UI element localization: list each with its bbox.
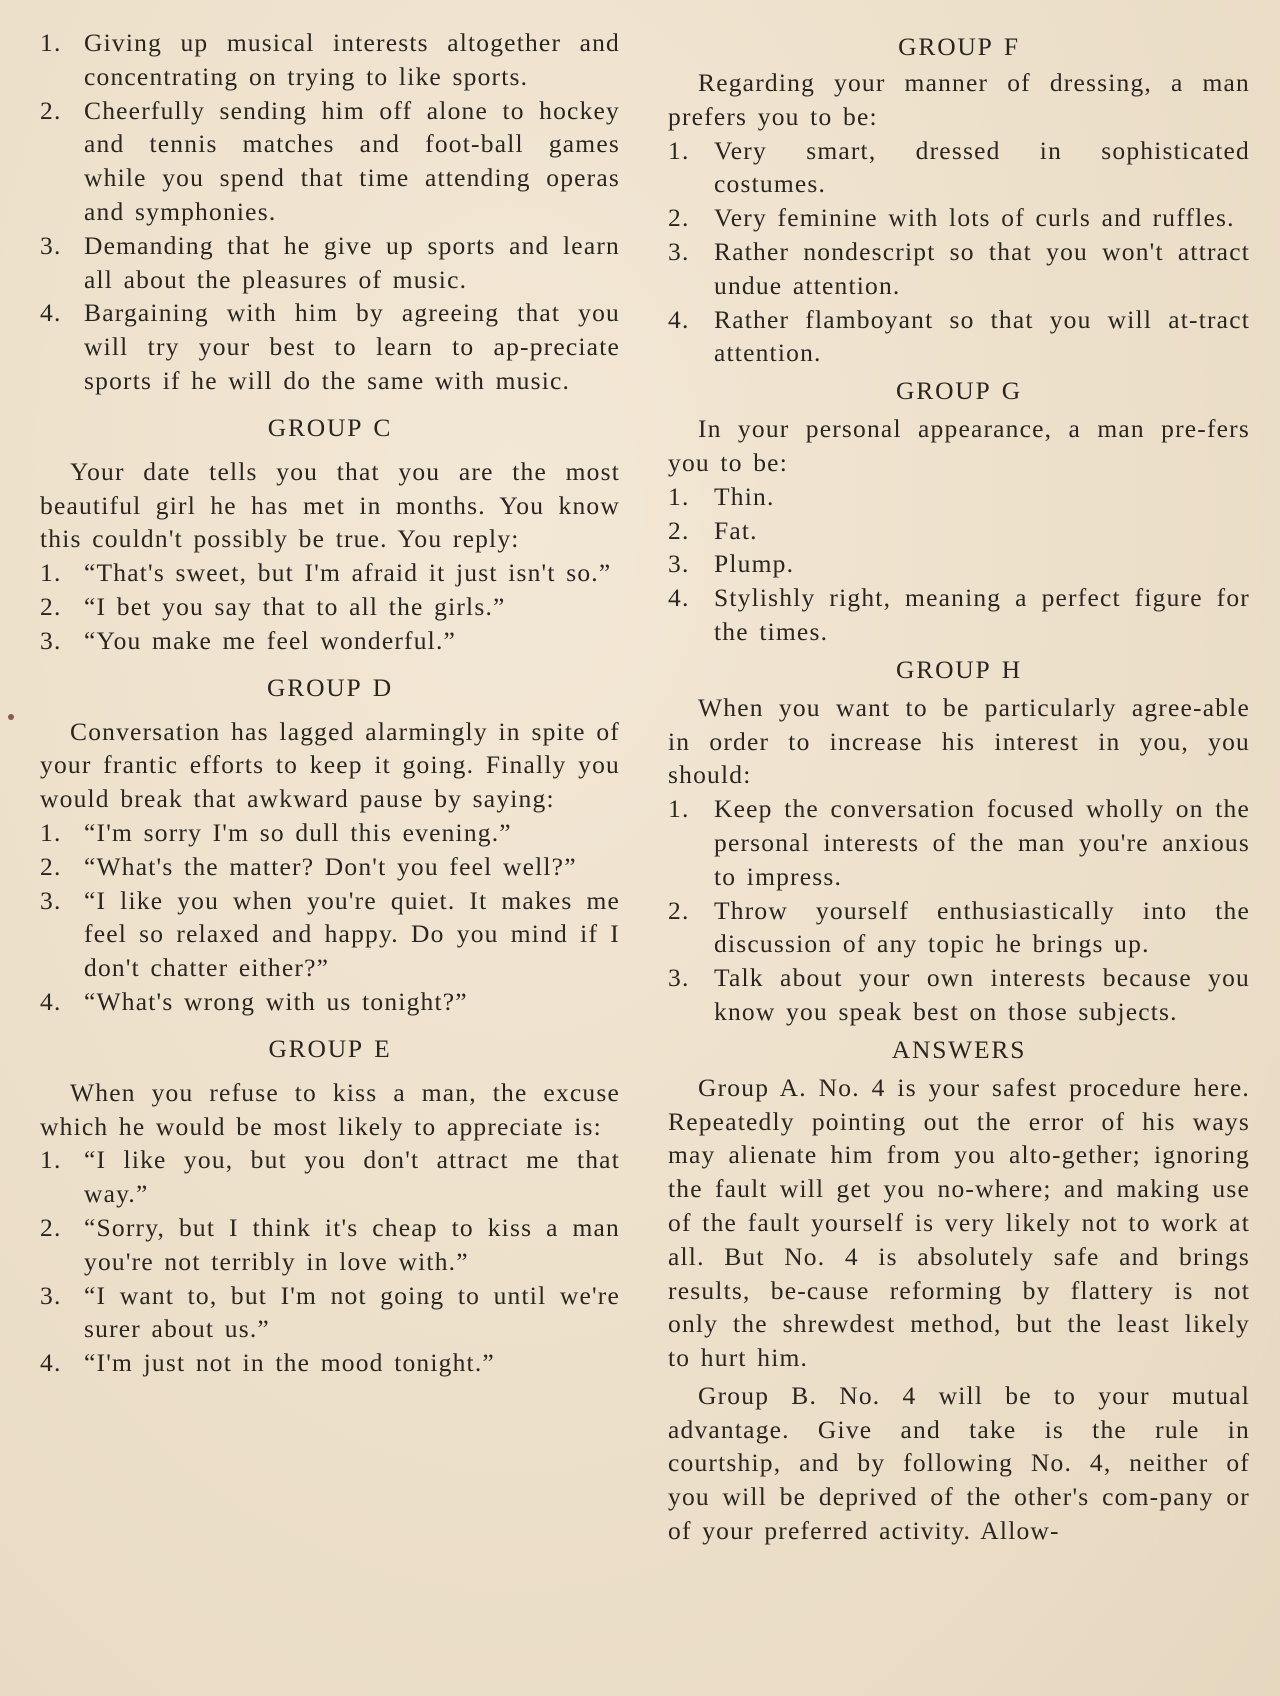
group-g-heading: GROUP G bbox=[896, 376, 1022, 406]
group-g-option-1 bbox=[668, 480, 1250, 514]
option-text: “I'm sorry I'm so dull this evening.” bbox=[84, 817, 512, 847]
group-e-heading: GROUP E bbox=[268, 1033, 392, 1063]
group-b-option-4 bbox=[40, 296, 620, 397]
group-b-option-3 bbox=[40, 229, 620, 297]
option-number: 4. bbox=[668, 304, 690, 334]
group-b-options bbox=[40, 26, 620, 398]
option-text: Giving up musical interests altogether and concentrating on trying to like sports. bbox=[84, 28, 620, 91]
option-number: 3. bbox=[668, 549, 690, 579]
option-text: Very feminine with lots of curls and ruffles. bbox=[714, 203, 1235, 233]
group-h-question: When you want to be particularly agree-able in order to increase his interest in you, you should: bbox=[668, 692, 1250, 790]
group-g-question: In your personal appearance, a man pre-fers you to be: bbox=[668, 414, 1250, 477]
group-d-option-4 bbox=[40, 985, 620, 1019]
option-number: 3. bbox=[668, 236, 690, 266]
option-text: Rather flamboyant so that you will at-tract attention. bbox=[714, 304, 1250, 368]
group-c-heading: GROUP C bbox=[267, 412, 393, 442]
group-f-question: Regarding your manner of dressing, a man prefers you to be: bbox=[668, 68, 1250, 131]
option-text: Talk about your own interests because you know you speak best on those subjects. bbox=[714, 963, 1250, 1026]
option-text: Throw yourself enthusiastically into the discussion of any topic he brings up. bbox=[714, 895, 1250, 959]
option-text: Stylishly right, meaning a perfect figure for the times. bbox=[714, 583, 1250, 646]
option-text: “I'm just not in the mood tonight.” bbox=[84, 1348, 495, 1378]
group-g-option-3 bbox=[668, 547, 1250, 581]
group-c-question: Your date tells you that you are the most beautiful girl he has met in months. You know this couldn't possibly be true. You reply: bbox=[40, 456, 620, 554]
option-number: 2. bbox=[668, 203, 690, 233]
group-b-option-1 bbox=[40, 26, 620, 94]
group-h-heading: GROUP H bbox=[896, 654, 1022, 684]
answer-group-a: Group A. No. 4 is your safest procedure here. Repeatedly pointing out the error of his ways may alienate him from you alto-gether; ignoring the fault will get you no-where; and making use of the fault yourself is very likely not to work at all. But No. 4 is absolutely safe and brings results, be-cause reforming by flattery is not only the shrewdest method, but the least likely to hurt him. bbox=[668, 1072, 1250, 1373]
group-g-option-4 bbox=[668, 581, 1250, 649]
option-number: 2. bbox=[40, 851, 62, 881]
option-text: “I like you, but you don't attract me that way.” bbox=[84, 1145, 620, 1209]
group-c-option-3 bbox=[40, 624, 620, 658]
group-e-option-2 bbox=[40, 1211, 620, 1279]
group-c-option-2 bbox=[40, 590, 620, 624]
option-number: 1. bbox=[668, 481, 690, 511]
group-f-option-3 bbox=[668, 235, 1250, 303]
group-d-option-2 bbox=[40, 850, 620, 884]
option-number: 1. bbox=[40, 28, 62, 57]
option-number: 3. bbox=[668, 963, 690, 993]
option-text: Bargaining with him by agreeing that you will try your best to learn to ap-preciate sports if he will do the same with music. bbox=[84, 298, 620, 395]
option-number: 2. bbox=[668, 895, 690, 925]
option-text: Very smart, dressed in sophisticated costumes. bbox=[714, 135, 1250, 199]
option-number: 4. bbox=[40, 986, 62, 1016]
group-d-option-1 bbox=[40, 816, 620, 850]
group-d-option-3 bbox=[40, 884, 620, 985]
option-text: “What's the matter? Don't you feel well?” bbox=[84, 851, 577, 881]
option-number: 3. bbox=[40, 1280, 62, 1310]
group-e-option-1 bbox=[40, 1143, 620, 1211]
option-text: Thin. bbox=[714, 481, 775, 511]
group-f-option-4 bbox=[668, 303, 1250, 371]
answers-heading: ANSWERS bbox=[891, 1034, 1027, 1064]
group-d-question: Conversation has lagged alarmingly in spite of your frantic efforts to keep it going. Finally you would break that awkward pause by saying: bbox=[40, 716, 620, 814]
option-text: “Sorry, but I think it's cheap to kiss a man you're not terribly in love with.” bbox=[84, 1212, 620, 1276]
option-number: 2. bbox=[668, 515, 690, 545]
option-text: Plump. bbox=[714, 549, 795, 579]
right-column bbox=[668, 26, 1250, 1548]
option-number: 1. bbox=[668, 135, 690, 165]
group-b-option-2 bbox=[40, 94, 620, 229]
option-text: “That's sweet, but I'm afraid it just isn't so.” bbox=[84, 558, 612, 588]
option-number: 3. bbox=[40, 230, 62, 260]
option-text: Fat. bbox=[714, 515, 758, 545]
option-text: “I bet you say that to all the girls.” bbox=[84, 591, 506, 621]
option-text: “What's wrong with us tonight?” bbox=[84, 986, 468, 1016]
left-column bbox=[40, 26, 620, 1380]
group-f-option-1 bbox=[668, 134, 1250, 202]
group-g-option-2 bbox=[668, 514, 1250, 548]
option-text: Keep the conversation focused wholly on the personal interests of the man you're anxious to impress. bbox=[714, 794, 1250, 891]
option-text: “I want to, but I'm not going to until we're surer about us.” bbox=[84, 1280, 620, 1344]
group-f-heading: GROUP F bbox=[898, 32, 1020, 61]
option-text: Rather nondescript so that you won't attract undue attention. bbox=[714, 236, 1250, 300]
option-number: 1. bbox=[668, 794, 690, 824]
option-text: “I like you when you're quiet. It makes me feel so relaxed and happy. Do you mind if I don't chatter either?” bbox=[84, 885, 620, 983]
option-number: 4. bbox=[40, 1348, 62, 1378]
option-number: 4. bbox=[40, 298, 62, 328]
option-number: 3. bbox=[40, 885, 62, 915]
group-d-heading: GROUP D bbox=[267, 672, 393, 702]
group-f-option-2 bbox=[668, 201, 1250, 235]
group-h-option-1 bbox=[668, 792, 1250, 893]
option-number: 1. bbox=[40, 558, 62, 588]
option-number: 4. bbox=[668, 583, 690, 613]
option-text: Demanding that he give up sports and learn all about the pleasures of music. bbox=[84, 230, 620, 294]
group-e-option-3 bbox=[40, 1279, 620, 1347]
answer-group-b: Group B. No. 4 will be to your mutual advantage. Give and take is the rule in courtship, and by following No. 4, neither of you will be deprived of the other's com-pany or of your preferred activity. Allow- bbox=[668, 1380, 1250, 1546]
option-number: 2. bbox=[40, 591, 62, 621]
ink-spot bbox=[8, 714, 14, 720]
option-number: 3. bbox=[40, 625, 62, 655]
option-number: 2. bbox=[40, 1212, 62, 1242]
group-h-option-3 bbox=[668, 961, 1250, 1029]
option-number: 1. bbox=[40, 817, 62, 847]
option-text: Cheerfully sending him off alone to hockey and tennis matches and foot-ball games while you spend that time attending operas and symphonies. bbox=[84, 95, 620, 226]
group-h-option-2 bbox=[668, 894, 1250, 962]
option-number: 2. bbox=[40, 95, 62, 125]
group-e-question: When you refuse to kiss a man, the excuse which he would be most likely to appreciate is: bbox=[40, 1077, 620, 1141]
group-e-option-4 bbox=[40, 1346, 620, 1380]
option-number: 1. bbox=[40, 1145, 62, 1175]
group-c-option-1 bbox=[40, 556, 620, 590]
option-text: “You make me feel wonderful.” bbox=[84, 625, 457, 655]
